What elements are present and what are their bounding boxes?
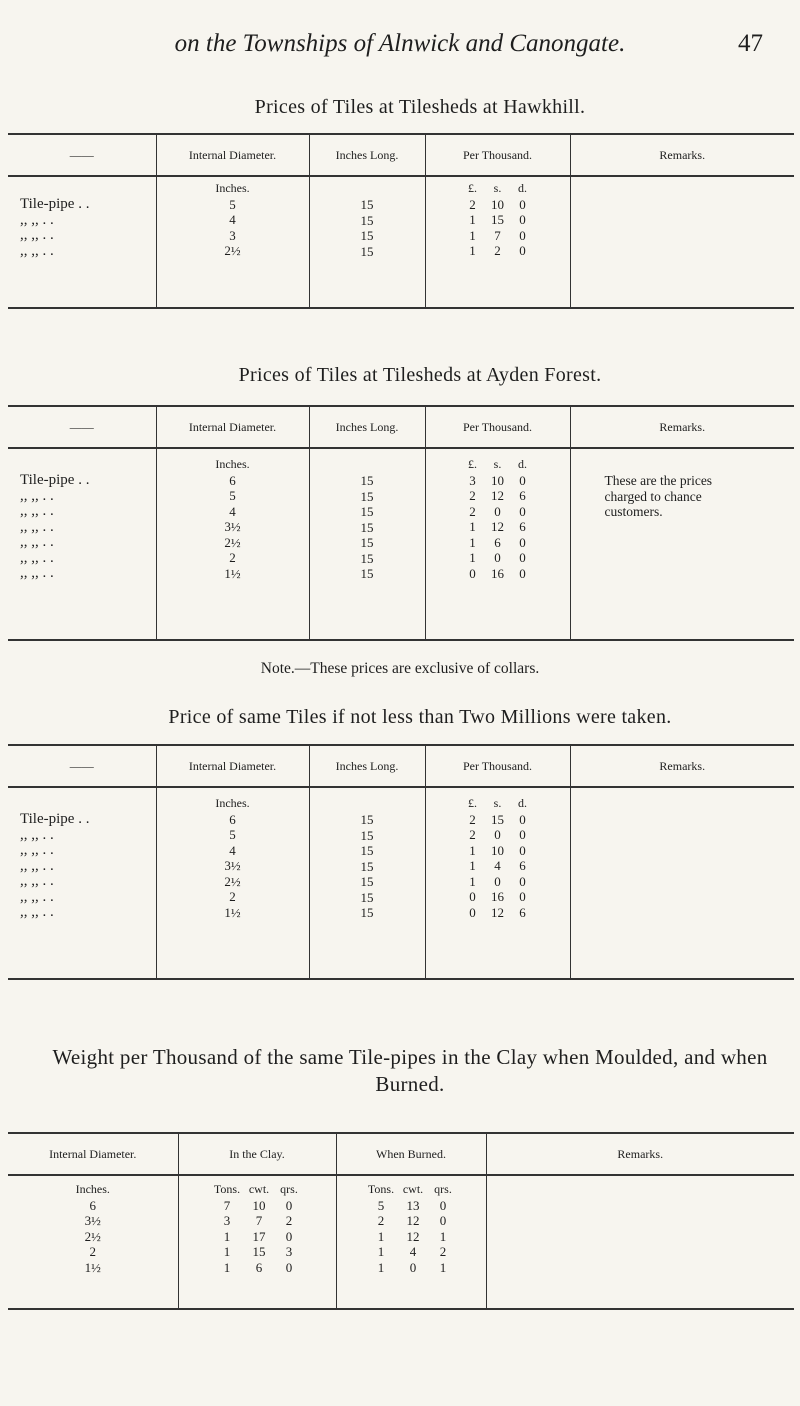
diameter-value: 5	[229, 196, 236, 212]
price-column	[425, 448, 570, 640]
unit-pence: d.	[518, 457, 527, 471]
header-label-col: ——	[8, 134, 156, 176]
row-label: ,, ,, . .	[20, 904, 54, 920]
row-label: ,, ,, . .	[20, 518, 54, 535]
length-value: 15	[360, 812, 374, 827]
row-label: ,, ,, . .	[20, 211, 54, 228]
header-diameter: Internal Diameter.	[156, 745, 309, 787]
length-value: 15	[360, 519, 374, 535]
header-length: Inches Long.	[309, 745, 425, 787]
table-body-row	[8, 787, 794, 979]
unit-shillings: s.	[493, 796, 502, 810]
length-value: 15	[360, 488, 374, 504]
diameter-value: 6	[229, 811, 236, 827]
diameter-value: 5	[229, 488, 236, 503]
row-label: ,, ,, . .	[20, 565, 54, 581]
price-row: 0 16 0	[469, 889, 526, 904]
header-in-clay: In the Clay.	[178, 1133, 336, 1175]
diameter-value: 3	[229, 227, 236, 243]
price-row: 2 10 0	[469, 196, 526, 212]
running-head: on the Townships of Alnwick and Canongate.	[174, 30, 626, 57]
length-value: 15	[360, 874, 374, 889]
table-header-row	[8, 406, 794, 448]
weight-row: 1 12 1	[377, 1228, 447, 1244]
diameter-value: 2	[229, 550, 236, 565]
header-price: Per Thousand.	[425, 406, 570, 448]
diameter-value: 6	[89, 1197, 96, 1213]
diameter-value: 4	[229, 842, 236, 858]
unit-inches: Inches.	[75, 1182, 110, 1196]
table-3-title: Price of same Tiles if not less than Two Millions were taken.	[168, 706, 672, 728]
price-row: 1 7 0	[469, 227, 526, 243]
table-body-row	[8, 176, 794, 308]
diameter-value: 4	[229, 212, 236, 227]
price-row: 1 0 0	[469, 550, 526, 565]
length-column	[309, 448, 425, 640]
diameter-value: 2½	[224, 534, 241, 550]
weight-row: 7 10 0	[223, 1197, 293, 1213]
remarks-column	[570, 787, 794, 979]
length-value: 15	[360, 889, 374, 905]
row-label: ,, ,, . .	[20, 826, 54, 843]
weight-row: 3 7 2	[223, 1213, 293, 1228]
row-label: Tile-pipe . .	[20, 472, 90, 488]
unit-cwt: cwt.	[248, 1182, 270, 1196]
header-length: Inches Long.	[309, 406, 425, 448]
price-row: 1 15 0	[469, 212, 526, 227]
unit-pence: d.	[518, 181, 527, 195]
length-value: 15	[360, 504, 374, 519]
row-label: ,, ,, . .	[20, 857, 54, 874]
diameter-value: 1½	[84, 1259, 101, 1275]
unit-pounds: £.	[468, 796, 477, 810]
unit-inches: Inches.	[215, 796, 250, 810]
header-remarks: Remarks.	[570, 406, 794, 448]
row-label: ,, ,, . .	[20, 534, 54, 550]
weight-row: 1 4 2	[377, 1244, 447, 1259]
weight-row: 1 6 0	[223, 1259, 293, 1275]
price-row: 1 10 0	[469, 842, 526, 858]
remarks-column	[486, 1175, 794, 1309]
length-value: 15	[360, 535, 374, 550]
length-value: 15	[360, 228, 374, 243]
table-header-row	[8, 1133, 794, 1175]
unit-inches: Inches.	[215, 457, 250, 471]
length-column	[309, 176, 425, 308]
row-label: ,, ,, . .	[20, 842, 54, 858]
weight-row: 5 13 0	[377, 1197, 447, 1213]
weight-row: 1 0 1	[377, 1259, 447, 1275]
header-when-burned: When Burned.	[336, 1133, 486, 1175]
header-diameter: Internal Diameter.	[156, 406, 309, 448]
diameter-value: 3½	[224, 858, 241, 873]
length-value: 15	[360, 827, 374, 843]
header-length: Inches Long.	[309, 134, 425, 176]
unit-shillings: s.	[493, 181, 502, 195]
row-label: ,, ,, . .	[20, 873, 54, 889]
diameter-value: 4	[229, 503, 236, 519]
price-row: 3 10 0	[469, 472, 526, 488]
length-value: 15	[360, 197, 374, 212]
weight-row: 2 12 0	[377, 1213, 447, 1228]
unit-cwt: cwt.	[402, 1182, 424, 1196]
header-remarks: Remarks.	[570, 134, 794, 176]
table-body-row	[8, 448, 794, 640]
diameter-value: 2½	[84, 1228, 101, 1244]
length-value: 15	[360, 858, 374, 874]
length-value: 15	[360, 243, 374, 259]
unit-pence: d.	[518, 796, 527, 810]
table-header-row	[8, 745, 794, 787]
row-label: Tile-pipe . .	[20, 811, 90, 827]
row-label: ,, ,, . .	[20, 503, 54, 519]
table-2-title: Prices of Tiles at Tilesheds at Ayden Forest.	[238, 364, 602, 386]
length-value: 15	[360, 550, 374, 566]
weight-row: 1 15 3	[223, 1244, 293, 1259]
price-row: 2 15 0	[469, 811, 526, 827]
unit-inches: Inches.	[215, 181, 250, 195]
length-value: 15	[360, 566, 374, 581]
diameter-value: 1½	[224, 565, 241, 581]
header-label-col: ——	[8, 406, 156, 448]
row-label: ,, ,, . .	[20, 242, 54, 259]
unit-qrs: qrs.	[280, 1182, 298, 1196]
header-remarks: Remarks.	[570, 745, 794, 787]
table-body-row	[8, 1175, 794, 1309]
price-column	[425, 176, 570, 308]
price-row: 0 12 6	[469, 904, 526, 920]
price-table-two-millions	[8, 744, 794, 980]
diameter-value: 1½	[224, 904, 241, 920]
header-price: Per Thousand.	[425, 134, 570, 176]
row-label: ,, ,, . .	[20, 549, 54, 566]
length-column	[309, 787, 425, 979]
unit-tons: Tons.	[213, 1182, 241, 1196]
collars-note: Note.—These prices are exclusive of collars.	[260, 660, 540, 677]
row-label: ,, ,, . .	[20, 227, 54, 243]
diameter-value: 3½	[84, 1213, 101, 1228]
row-label: ,, ,, . .	[20, 888, 54, 905]
length-value: 15	[360, 212, 374, 228]
unit-pounds: £.	[468, 457, 477, 471]
diameter-column	[156, 448, 309, 640]
row-label: ,, ,, . .	[20, 487, 54, 504]
unit-pounds: £.	[468, 181, 477, 195]
diameter-value: 3½	[224, 519, 241, 534]
diameter-value: 2½	[224, 873, 241, 889]
price-row: 1 4 6	[469, 858, 526, 873]
diameter-value: 2	[229, 889, 236, 904]
remarks-text: These are the prices charged to chance customers.	[604, 473, 713, 519]
label-column	[8, 176, 156, 308]
length-value: 15	[360, 905, 374, 920]
page-number: 47	[738, 30, 763, 57]
price-column	[425, 787, 570, 979]
price-row: 0 16 0	[469, 565, 526, 581]
diameter-value: 2½	[224, 243, 241, 258]
diameter-column	[156, 787, 309, 979]
clay-weight-column	[178, 1175, 336, 1309]
row-label: Tile-pipe . .	[20, 196, 90, 212]
unit-shillings: s.	[493, 457, 502, 471]
diameter-value: 6	[229, 472, 236, 488]
remarks-column	[570, 176, 794, 308]
header-remarks: Remarks.	[486, 1133, 794, 1175]
price-row: 1 2 0	[469, 243, 526, 258]
price-row: 1 12 6	[469, 519, 526, 534]
unit-tons: Tons.	[367, 1182, 395, 1196]
diameter-value: 2	[89, 1244, 96, 1259]
header-diameter: Internal Diameter.	[156, 134, 309, 176]
unit-qrs: qrs.	[434, 1182, 452, 1196]
header-diameter: Internal Diameter.	[8, 1133, 178, 1175]
remarks-column	[570, 448, 794, 640]
header-label-col: ——	[8, 745, 156, 787]
diameter-value: 5	[229, 827, 236, 842]
table-header-row	[8, 134, 794, 176]
price-table-ayden-forest	[8, 405, 794, 641]
price-row: 2 12 6	[469, 488, 526, 503]
price-row: 2 0 0	[469, 827, 526, 842]
table-1-title: Prices of Tiles at Tilesheds at Hawkhill.	[254, 96, 586, 118]
burned-weight-column	[336, 1175, 486, 1309]
table-4-title: Weight per Thousand of the same Tile-pipes in the Clay when Moulded, and when Burned.	[52, 1045, 768, 1096]
weight-table	[8, 1132, 794, 1310]
weight-row: 1 17 0	[223, 1228, 293, 1244]
label-column	[8, 787, 156, 979]
diameter-column	[156, 176, 309, 308]
price-table-hawkhill	[8, 133, 794, 309]
length-value: 15	[360, 473, 374, 488]
diameter-column	[8, 1175, 178, 1309]
price-row: 1 6 0	[469, 534, 526, 550]
length-value: 15	[360, 843, 374, 858]
price-row: 2 0 0	[469, 503, 526, 519]
label-column	[8, 448, 156, 640]
price-row: 1 0 0	[469, 873, 526, 889]
header-price: Per Thousand.	[425, 745, 570, 787]
